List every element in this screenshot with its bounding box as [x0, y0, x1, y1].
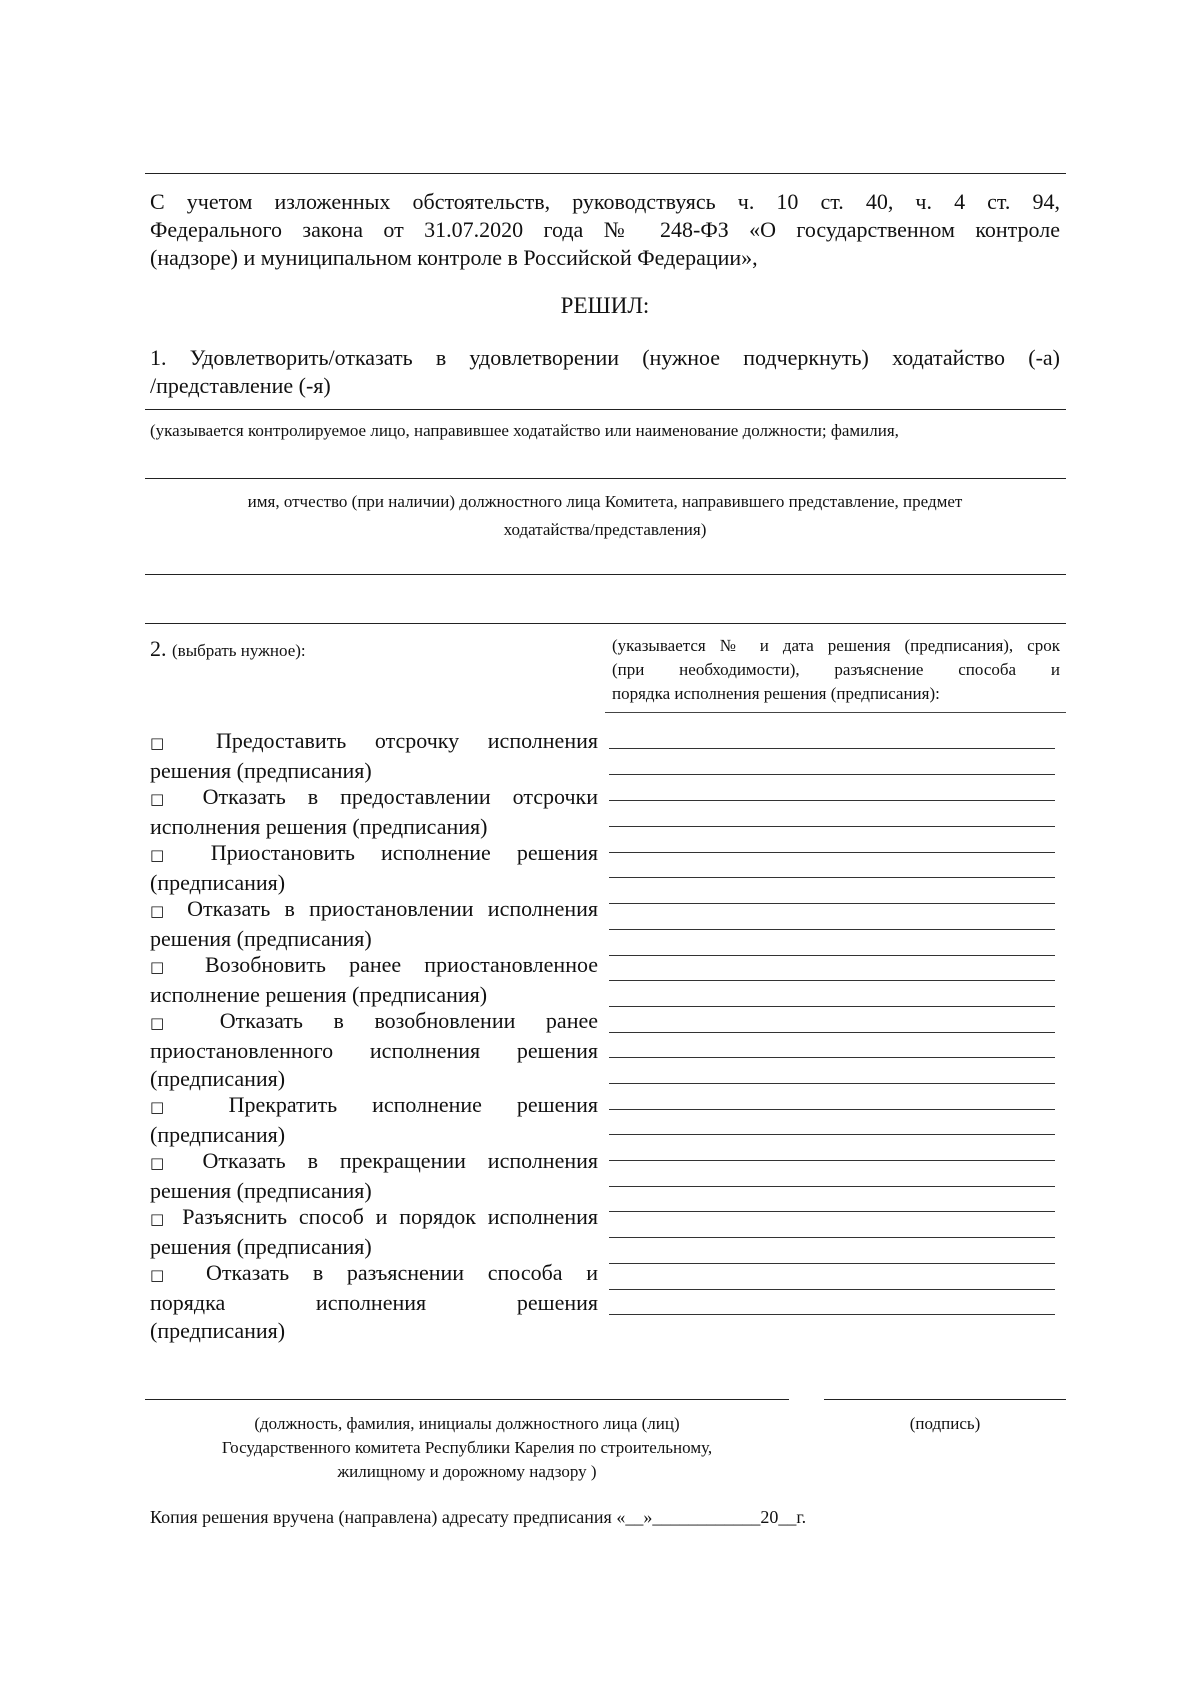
right-note-line-2: (при необходимости), разъяснение способа и [612, 660, 1060, 679]
intro-line-3: (надзоре) и муниципальном контроле в Российской Федерации», [150, 245, 758, 270]
option-suspend[interactable]: □ Приостановить исполнение решения (предписания) [150, 840, 598, 895]
checkbox-icon[interactable]: □ [150, 1098, 194, 1116]
option-refuse-suspend[interactable]: □ Отказать в приостановлении исполнения решения (предписания) [150, 896, 598, 951]
option-grant-deferral[interactable]: □ Предоставить отсрочку исполнения решения (предписания) [150, 728, 598, 783]
item1-line-1: 1. Удовлетворить/отказать в удовлетворении (нужное подчеркнуть) ходатайство (-а) [150, 345, 1060, 370]
right-fill-line[interactable] [609, 1083, 1055, 1084]
right-fill-line[interactable] [609, 1134, 1055, 1135]
item2-number: 2. [150, 636, 167, 661]
right-note-line-1: (указывается № и дата решения (предписания), срок [612, 636, 1060, 655]
right-fill-line[interactable] [609, 1006, 1055, 1007]
fill-line-2[interactable] [145, 478, 1066, 479]
right-fill-line[interactable] [609, 903, 1055, 904]
checkbox-icon[interactable]: □ [150, 1266, 183, 1284]
right-note-rule [605, 712, 1066, 713]
checkbox-icon[interactable]: □ [150, 1154, 181, 1172]
option-terminate[interactable]: □ Прекратить исполнение решения (предписания) [150, 1092, 598, 1147]
item2-choose-hint: (выбрать нужное): [172, 641, 306, 660]
right-fill-line[interactable] [609, 800, 1055, 801]
option-refuse-deferral[interactable]: □ Отказать в предоставлении отсрочки исполнения решения (предписания) [150, 784, 598, 839]
official-caption-line-3: жилищному и дорожному надзору ) [337, 1462, 597, 1481]
signature-fill-line[interactable] [824, 1399, 1066, 1400]
signature-caption: (подпись) [909, 1414, 981, 1433]
checkbox-icon[interactable]: □ [150, 790, 181, 808]
right-fill-line[interactable] [609, 748, 1055, 749]
intro-line-1: С учетом изложенных обстоятельств, руководствуясь ч. 10 ст. 40, ч. 4 ст. 94, [150, 189, 1060, 214]
right-fill-line[interactable] [609, 980, 1055, 981]
hint-official-line-2: ходатайства/представления) [503, 520, 707, 539]
fill-line-3[interactable] [145, 574, 1066, 575]
intro-line-2: Федерального закона от 31.07.2020 года № 248-ФЗ «О государственном контроле [150, 217, 1060, 242]
right-fill-line[interactable] [609, 1211, 1055, 1212]
right-fill-line[interactable] [609, 1160, 1055, 1161]
right-fill-line[interactable] [609, 1057, 1055, 1058]
right-fill-line[interactable] [609, 826, 1055, 827]
fill-line-1[interactable] [145, 409, 1066, 410]
checkbox-icon[interactable]: □ [150, 846, 185, 864]
checkbox-icon[interactable]: □ [150, 1210, 171, 1228]
right-fill-line[interactable] [609, 1186, 1055, 1187]
right-fill-line[interactable] [609, 774, 1055, 775]
right-fill-line[interactable] [609, 1314, 1055, 1315]
right-fill-line[interactable] [609, 1263, 1055, 1264]
option-explain[interactable]: □ Разъяснить способ и порядок исполнения решения (предписания) [150, 1204, 598, 1259]
right-fill-line[interactable] [609, 955, 1055, 956]
hint-official-line-1: имя, отчество (при наличии) должностного лица Комитета, направившего представление, предмет [247, 492, 963, 511]
right-fill-line[interactable] [609, 929, 1055, 930]
option-refuse-resume[interactable]: □ Отказать в возобновлении ранее приостановленного исполнения решения (предписания) [150, 1008, 598, 1091]
decision-heading: РЕШИЛ: [560, 293, 650, 318]
option-resume[interactable]: □ Возобновить ранее приостановленное исполнение решения (предписания) [150, 952, 598, 1007]
official-caption-line-2: Государственного комитета Республики Карелия по строительному, [221, 1438, 713, 1457]
fill-line-4[interactable] [145, 623, 1066, 624]
checkbox-icon[interactable]: □ [150, 902, 173, 920]
official-fill-line[interactable] [145, 1399, 789, 1400]
hint-controlled-person: (указывается контролируемое лицо, направившее ходатайство или наименование должности; фамилия, [150, 421, 899, 440]
right-fill-line[interactable] [609, 877, 1055, 878]
right-note-line-3: порядка исполнения решения (предписания): [612, 684, 940, 703]
right-fill-line[interactable] [609, 1237, 1055, 1238]
item2-label [150, 635, 570, 663]
checkbox-icon[interactable]: □ [150, 734, 188, 752]
item1-line-2: /представление (-я) [150, 373, 331, 398]
right-fill-line[interactable] [609, 1032, 1055, 1033]
right-fill-line[interactable] [609, 1109, 1055, 1110]
checkbox-icon[interactable]: □ [150, 1014, 190, 1032]
right-fill-line[interactable] [609, 852, 1055, 853]
option-refuse-terminate[interactable]: □ Отказать в прекращении исполнения решения (предписания) [150, 1148, 599, 1203]
official-caption-line-1: (должность, фамилия, инициалы должностного лица (лиц) [254, 1414, 680, 1433]
option-refuse-explain[interactable]: □ Отказать в разъяснении способа и порядка исполнения решения (предписания) [150, 1260, 598, 1343]
copy-delivered-line: Копия решения вручена (направлена) адресату предписания «__»____________20__г. [150, 1507, 807, 1527]
right-fill-line[interactable] [609, 1289, 1055, 1290]
top-rule [145, 173, 1066, 174]
checkbox-icon[interactable]: □ [150, 958, 182, 976]
